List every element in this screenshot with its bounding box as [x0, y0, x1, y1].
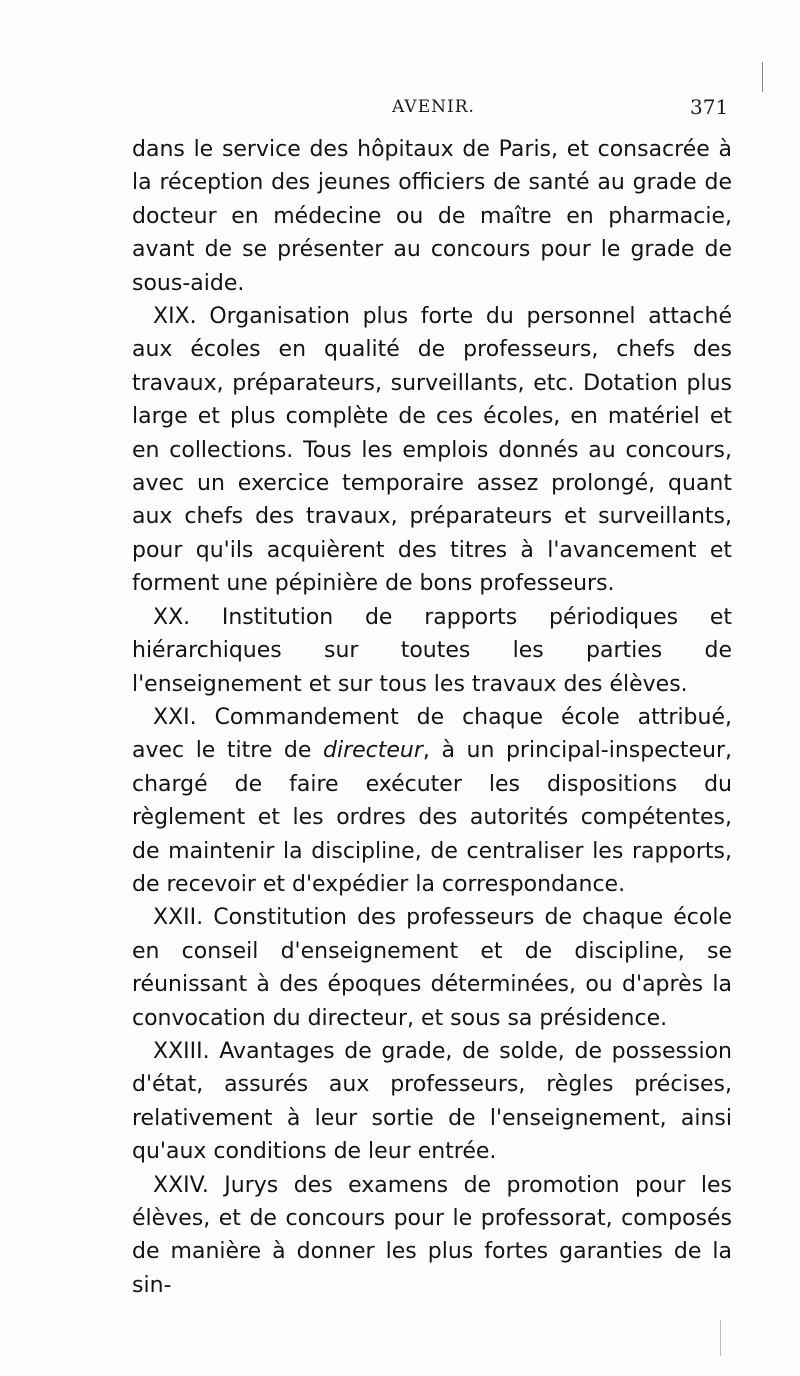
margin-ink-mark: [762, 62, 763, 92]
paragraph-xx: XX. Institution de rapports périodiques et hiérarchiques sur toutes les parties de l'enseignement et sur tous les travaux des élèves.: [132, 604, 732, 697]
page-number: 371: [690, 95, 729, 119]
paragraph-xxiii: XXIII. Avantages de grade, de solde, de possession d'état, assurés aux professeurs, règles précises, relativement à leur sortie de l'enseignement, ainsi qu'aux conditions de leur entrée.: [132, 1038, 732, 1165]
paragraph-continuation: dans le service des hôpitaux de Paris, et consacrée à la réception des jeunes officiers de santé au grade de docteur en médecine ou de maître en pharmacie, avant de se présenter au concours pour le grade de sous-aide.: [132, 137, 732, 296]
paragraph-xix: XIX. Organisation plus forte du personnel attaché aux écoles en qualité de professeurs, chefs des travaux, préparateurs, surveillants, etc. Dotation plus large et plus complète de ces écoles, en matériel et en collections. Tous les emplois donnés au concours, avec un exercice temporaire assez prolongé, quant aux chefs des travaux, préparateurs et surveillants, pour qu'ils acquièrent des titres à l'avancement et forment une pépinière de bons professeurs.: [132, 304, 732, 597]
running-title: AVENIR.: [392, 97, 475, 117]
body-text: [132, 133, 732, 1302]
italic-directeur: directeur: [323, 738, 423, 764]
running-head: [0, 97, 800, 127]
paragraph-xxiv: XXIV. Jurys des examens de promotion pour les élèves, et de concours pour le professorat, composés de manière à donner les plus fortes garanties de la sin-: [132, 1172, 732, 1298]
paragraph-xxi: XXI. Commandement de chaque école attribué, avec le titre de directeur, à un principal-inspecteur, chargé de faire exécuter les dispositions du règlement et les ordres des autorités compétentes, de maintenir la discipline, de centraliser les rapports, de recevoir et d'expédier la correspondance.: [132, 704, 732, 897]
paragraph-xxii: XXII. Constitution des professeurs de chaque école en conseil d'enseignement et de discipline, se réunissant à des époques déterminées, ou d'après la convocation du directeur, et sous sa présidence.: [132, 905, 732, 1031]
margin-ink-mark-bottom: [720, 1320, 721, 1356]
